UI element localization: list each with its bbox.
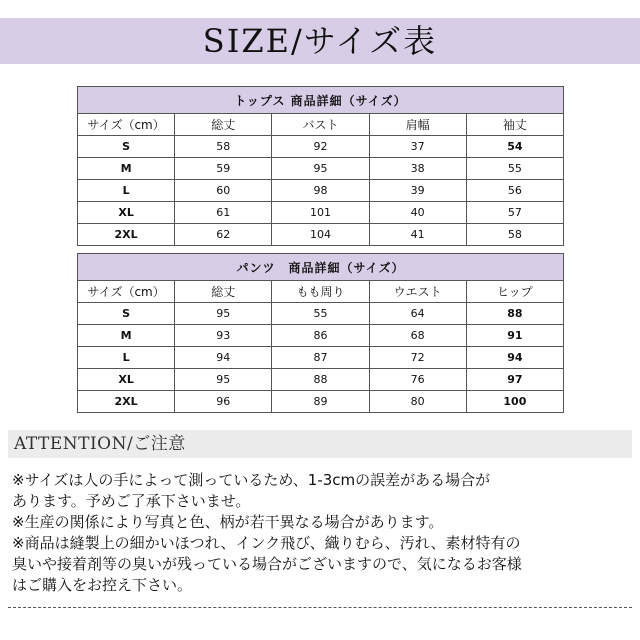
value-cell: 41 bbox=[369, 224, 466, 246]
value-cell: 104 bbox=[272, 224, 369, 246]
value-cell: 97 bbox=[466, 369, 563, 391]
value-cell: 55 bbox=[466, 158, 563, 180]
note-line: ※生産の関係により写真と色、柄が若干異なる場合があります。 bbox=[12, 513, 444, 531]
table-row bbox=[78, 202, 564, 224]
value-cell: 95 bbox=[175, 303, 272, 325]
value-cell: 98 bbox=[272, 180, 369, 202]
value-cell: 87 bbox=[272, 347, 369, 369]
size-cell: L bbox=[78, 347, 175, 369]
value-cell: 88 bbox=[272, 369, 369, 391]
value-cell: 101 bbox=[272, 202, 369, 224]
value-cell: 95 bbox=[175, 369, 272, 391]
column-header: もも周り bbox=[272, 281, 369, 303]
size-cell: M bbox=[78, 158, 175, 180]
value-cell: 64 bbox=[369, 303, 466, 325]
tops-size-table bbox=[77, 86, 564, 246]
size-cell: L bbox=[78, 180, 175, 202]
value-cell: 93 bbox=[175, 325, 272, 347]
value-cell: 39 bbox=[369, 180, 466, 202]
value-cell: 88 bbox=[466, 303, 563, 325]
value-cell: 94 bbox=[175, 347, 272, 369]
value-cell: 60 bbox=[175, 180, 272, 202]
column-header: 肩幅 bbox=[369, 114, 466, 136]
note-line: はご購入をお控え下さい。 bbox=[12, 576, 193, 594]
size-cell: S bbox=[78, 136, 175, 158]
value-cell: 68 bbox=[369, 325, 466, 347]
note-line: ※商品は縫製上の細かいほつれ、インク飛び、織りむら、汚れ、素材特有の bbox=[12, 534, 521, 552]
size-cell: S bbox=[78, 303, 175, 325]
value-cell: 91 bbox=[466, 325, 563, 347]
table-row bbox=[78, 391, 564, 413]
value-cell: 62 bbox=[175, 224, 272, 246]
value-cell: 80 bbox=[369, 391, 466, 413]
value-cell: 58 bbox=[175, 136, 272, 158]
value-cell: 86 bbox=[272, 325, 369, 347]
attention-notes bbox=[12, 470, 632, 596]
table-row bbox=[78, 303, 564, 325]
size-cell: XL bbox=[78, 202, 175, 224]
table-row bbox=[78, 158, 564, 180]
page-title: SIZE/サイズ表 bbox=[202, 22, 438, 60]
size-cell: XL bbox=[78, 369, 175, 391]
value-cell: 92 bbox=[272, 136, 369, 158]
value-cell: 72 bbox=[369, 347, 466, 369]
value-cell: 96 bbox=[175, 391, 272, 413]
value-cell: 100 bbox=[466, 391, 563, 413]
value-cell: 37 bbox=[369, 136, 466, 158]
size-cell: 2XL bbox=[78, 391, 175, 413]
value-cell: 61 bbox=[175, 202, 272, 224]
tops-table-heading: トップス 商品詳細（サイズ） bbox=[78, 87, 564, 114]
pants-size-table bbox=[77, 253, 564, 413]
note-line: ※サイズは人の手によって測っているため、1-3cmの誤差がある場合が bbox=[12, 471, 491, 489]
note-line: あります。予めご了承下さいませ。 bbox=[12, 492, 251, 510]
value-cell: 38 bbox=[369, 158, 466, 180]
note-line: 臭いや接着剤等の臭いが残っている場合がございますので、気になるお客様 bbox=[12, 555, 522, 573]
value-cell: 94 bbox=[466, 347, 563, 369]
value-cell: 57 bbox=[466, 202, 563, 224]
value-cell: 76 bbox=[369, 369, 466, 391]
column-header: サイズ（cm） bbox=[78, 114, 175, 136]
value-cell: 89 bbox=[272, 391, 369, 413]
size-cell: 2XL bbox=[78, 224, 175, 246]
column-header: 総丈 bbox=[175, 281, 272, 303]
value-cell: 58 bbox=[466, 224, 563, 246]
table-row bbox=[78, 136, 564, 158]
column-header: サイズ（cm） bbox=[78, 281, 175, 303]
attention-title: ATTENTION/ご注意 bbox=[14, 434, 186, 454]
column-header: 総丈 bbox=[175, 114, 272, 136]
table-row bbox=[78, 347, 564, 369]
size-cell: M bbox=[78, 325, 175, 347]
value-cell: 54 bbox=[466, 136, 563, 158]
table-row bbox=[78, 325, 564, 347]
value-cell: 59 bbox=[175, 158, 272, 180]
table-row bbox=[78, 369, 564, 391]
table-row bbox=[78, 224, 564, 246]
dashed-divider bbox=[8, 607, 632, 608]
value-cell: 55 bbox=[272, 303, 369, 325]
column-header: ヒップ bbox=[466, 281, 563, 303]
column-header: 袖丈 bbox=[466, 114, 563, 136]
value-cell: 40 bbox=[369, 202, 466, 224]
table-row bbox=[78, 180, 564, 202]
value-cell: 56 bbox=[466, 180, 563, 202]
column-header: ウエスト bbox=[369, 281, 466, 303]
column-header: バスト bbox=[272, 114, 369, 136]
value-cell: 95 bbox=[272, 158, 369, 180]
pants-table-heading: パンツ 商品詳細（サイズ） bbox=[78, 254, 564, 281]
